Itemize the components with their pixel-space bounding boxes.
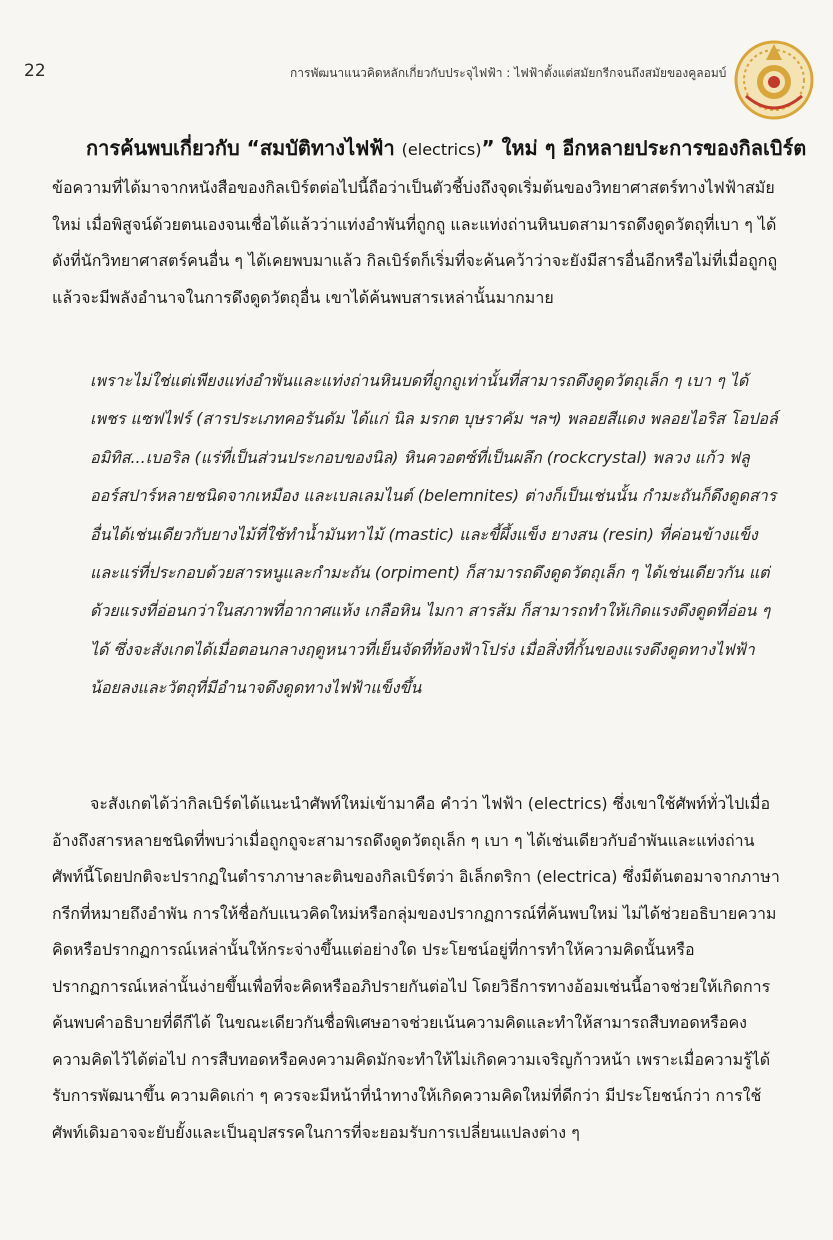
body-paragraph: จะสังเกตได้ว่ากิลเบิร์ตได้แนะนำศัพท์ใหม่เข้ามาคือ คำว่า ไฟฟ้า (electrics) ซึ่งเขาใช้ศัพท์ทั่วไปเมื่ออ้างถึงสารหลายชนิดที่พบว่าเมื่อถูกถูจะสามารถดึงดูดวัตถุเล็ก ๆ เบา ๆ ได้เช่นเดียวกับอำพันและแท่งถ่าน ศัพท์นี้โดยปกติจะปรากฏในตำราภาษาละตินของกิลเบิร์ตว่า อิเล็กตริกา (electrica) ซึ่งมีต้นตอมาจากภาษากรีกที่หมายถึงอำพัน การให้ชื่อกับแนวคิดใหม่หรือกลุ่มของปรากฏการณ์ที่ค้นพบใหม่ ไม่ได้ช่วยอธิบายความคิดหรือปรากฏการณ์เหล่านั้นให้กระจ่างขึ้นแต่อย่างใด ประโยชน์อยู่ที่การทำให้ความคิดนั้นหรือปรากฏการณ์เหล่านั้นง่ายขึ้นเพื่อที่จะคิดหรืออภิปรายกันต่อไป โดยวิธีการทางอ้อมเช่นนี้อาจช่วยให้เกิดการค้นพบคำอธิบายที่ดีกีได้ ในขณะเดียวกันชื่อพิเศษอาจช่วยเน้นความคิดและทำให้สามารถสืบทอดหรือคงความคิดไว้ได้ต่อไป การสืบทอดหรือคงความคิดมักจะทำให้ไม่เกิดความเจริญก้าวหน้า เพราะเมื่อความรู้ได้รับการพัฒนาขึ้น ความคิดเก่า ๆ ควรจะมีหน้าที่นำทางให้เกิดความคิดใหม่ที่ดีกว่า มีประโยชน์กว่า การใช้ศัพท์เดิมอาจจะยับยั้งและเป็นอุปสรรคในการที่จะยอมรับการเปลี่ยนแปลงต่าง ๆ xyxy=(52,794,780,1142)
page-number: 22 xyxy=(24,61,46,81)
section-heading-text-end: ” ใหม่ ๆ อีกหลายประการของกิลเบิร์ต xyxy=(481,136,807,160)
section-heading-latin: (electrics) xyxy=(401,140,482,159)
running-head: การพัฒนาแนวคิดหลักเกี่ยวกับประจุไฟฟ้า : ไฟฟ้าตั้งแต่สมัยกรีกจนถึงสมัยของคูลอมบ์ xyxy=(290,66,727,80)
institution-seal-icon xyxy=(732,36,816,120)
section-heading-text: การค้นพบเกี่ยวกับ “สมบัติทางไฟฟ้า xyxy=(86,136,402,160)
intro-paragraph: ข้อความที่ได้มาจากหนังสือของกิลเบิร์ตต่อไปนี้ถือว่าเป็นตัวชี้บ่งถึงจุดเริ่มต้นของวิทยาศาสตร์ทางไฟฟ้าสมัยใหม่ เมื่อพิสูจน์ด้วยตนเองจนเชื่อได้แล้วว่าแท่งอำพันที่ถูกถู และแท่งถ่านหินบดสามารถดึงดูดวัตถุที่เบา ๆ ได้ ดังที่นักวิทยาศาสตร์คนอื่น ๆ ได้เคยพบมาแล้ว กิลเบิร์ตก็เริ่มที่จะค้นคว้าว่าจะยังมีสารอื่นอีกหรือไม่ที่เมื่อถูกถูแล้วจะมีพลังอำนาจในการดึงดูดวัตถุอื่น เขาได้ค้นพบสารเหล่านั้นมากมาย xyxy=(52,178,778,307)
section-heading xyxy=(86,136,806,160)
quoted-passage: เพราะไม่ใช่แต่เพียงแท่งอำพันและแท่งถ่านหินบดที่ถูกถูเท่านั้นที่สามารถดึงดูดวัตถุเล็ก ๆ เบา ๆ ได้ เพชร แซฟไฟร์ (สารประเภทคอรันดัม ได้แก่ นิล มรกต บุษราคัม ฯลฯ) พลอยสีแดง พลอยไอริส โอปอล์ อมิทิส...เบอริล (แร่ที่เป็นส่วนประกอบของนิล) หินควอตซ์ที่เป็นผลึก (rockcrystal) พลวง แก้ว ฟลูออร์สปาร์หลายชนิดจากเหมือง และเบลเลมไนต์ (belemnites) ต่างก็เป็นเช่นนั้น กำมะถันก็ดึงดูดสารอื่นได้เช่นเดียวกับยางไม้ที่ใช้ทำน้ำมันทาไม้ (mastic) และขี้ผึ้งแข็ง ยางสน (resin) ที่ค่อนข้างแข็งและแร่ที่ประกอบด้วยสารหนูและกำมะถัน (orpiment) ก็สามารถดึงดูดวัตถุเล็ก ๆ ได้เช่นเดียวกัน แต่ด้วยแรงที่อ่อนกว่าในสภาพที่อากาศแห้ง เกลือหิน ไมกา สารส้ม ก็สามารถทำให้เกิดแรงดึงดูดที่อ่อน ๆ ได้ ซึ่งจะสังเกตได้เมื่อตอนกลางฤดูหนาวที่เย็นจัดที่ท้องฟ้าโปร่ง เมื่อสิ่งที่กั้นของแรงดึงดูดทางไฟฟ้าน้อยลงและวัตถุที่มีอำนาจดึงดูดทางไฟฟ้าแข็งขึ้น xyxy=(90,371,778,698)
